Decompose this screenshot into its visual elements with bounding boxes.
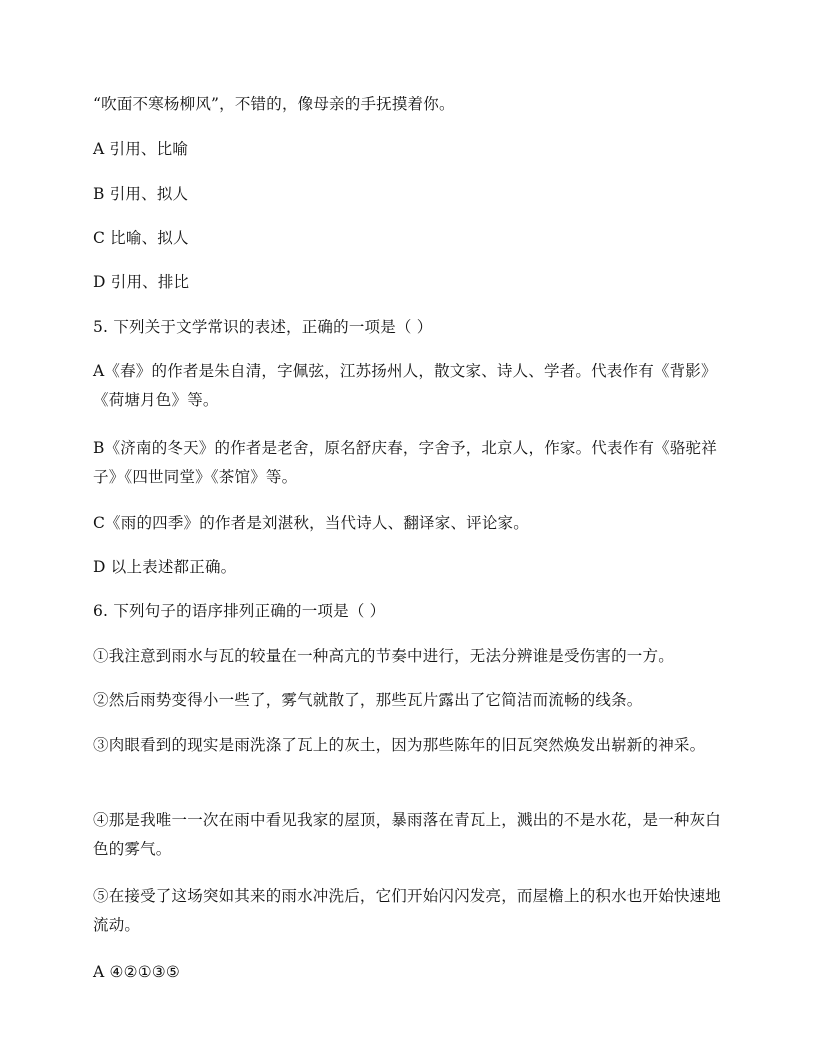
example-sentence: “吹面不寒杨柳风”，不错的，像母亲的手抚摸着你。: [93, 95, 455, 113]
question-5-option-d: D 以上表述都正确。: [93, 558, 237, 576]
question-6-sentence-2: ②然后雨势变得小一些了，雾气就散了，那些瓦片露出了它简洁而流畅的线条。: [93, 691, 643, 709]
option-d-prev: D 引用、排比: [93, 273, 190, 291]
question-6-sentence-5: ⑤在接受了这场突如其来的雨水冲洗后，它们开始闪闪发亮，而屋檐上的积水也开始快速地流动。: [93, 887, 722, 934]
question-5-stem: 5. 下列关于文学常识的表述，正确的一项是（ ）: [93, 318, 433, 336]
question-6-stem: 6. 下列句子的语序排列正确的一项是（ ）: [93, 602, 386, 620]
option-b-prev: B 引用、拟人: [93, 185, 189, 203]
question-5-option-c: C《雨的四季》的作者是刘湛秋，当代诗人、翻译家、评论家。: [93, 514, 529, 532]
question-6-sentence-1: ①我注意到雨水与瓦的较量在一种高亢的节奏中进行，无法分辨谁是受伤害的一方。: [93, 647, 674, 665]
question-5-option-b: B《济南的冬天》的作者是老舍，原名舒庆春，字舍予，北京人，作家。代表作有《骆驼祥子》《四世同堂》《茶馆》等。: [93, 439, 717, 486]
option-a-prev: A 引用、比喻: [93, 140, 189, 158]
question-5-option-a: A《春》的作者是朱自清，字佩弦，江苏扬州人，散文家、诗人、学者。代表作有《背影》《荷塘月色》等。: [93, 362, 717, 409]
option-c-prev: C 比喻、拟人: [93, 229, 189, 247]
question-6-sentence-4: ④那是我唯一一次在雨中看见我家的屋顶，暴雨落在青瓦上，溅出的不是水花，是一种灰白色的雾气。: [93, 811, 722, 858]
question-6-option-a: A ④②①③⑤: [93, 963, 180, 981]
question-6-sentence-3: ③肉眼看到的现实是雨洗涤了瓦上的灰土，因为那些陈年的旧瓦突然焕发出崭新的神采。: [93, 736, 706, 754]
